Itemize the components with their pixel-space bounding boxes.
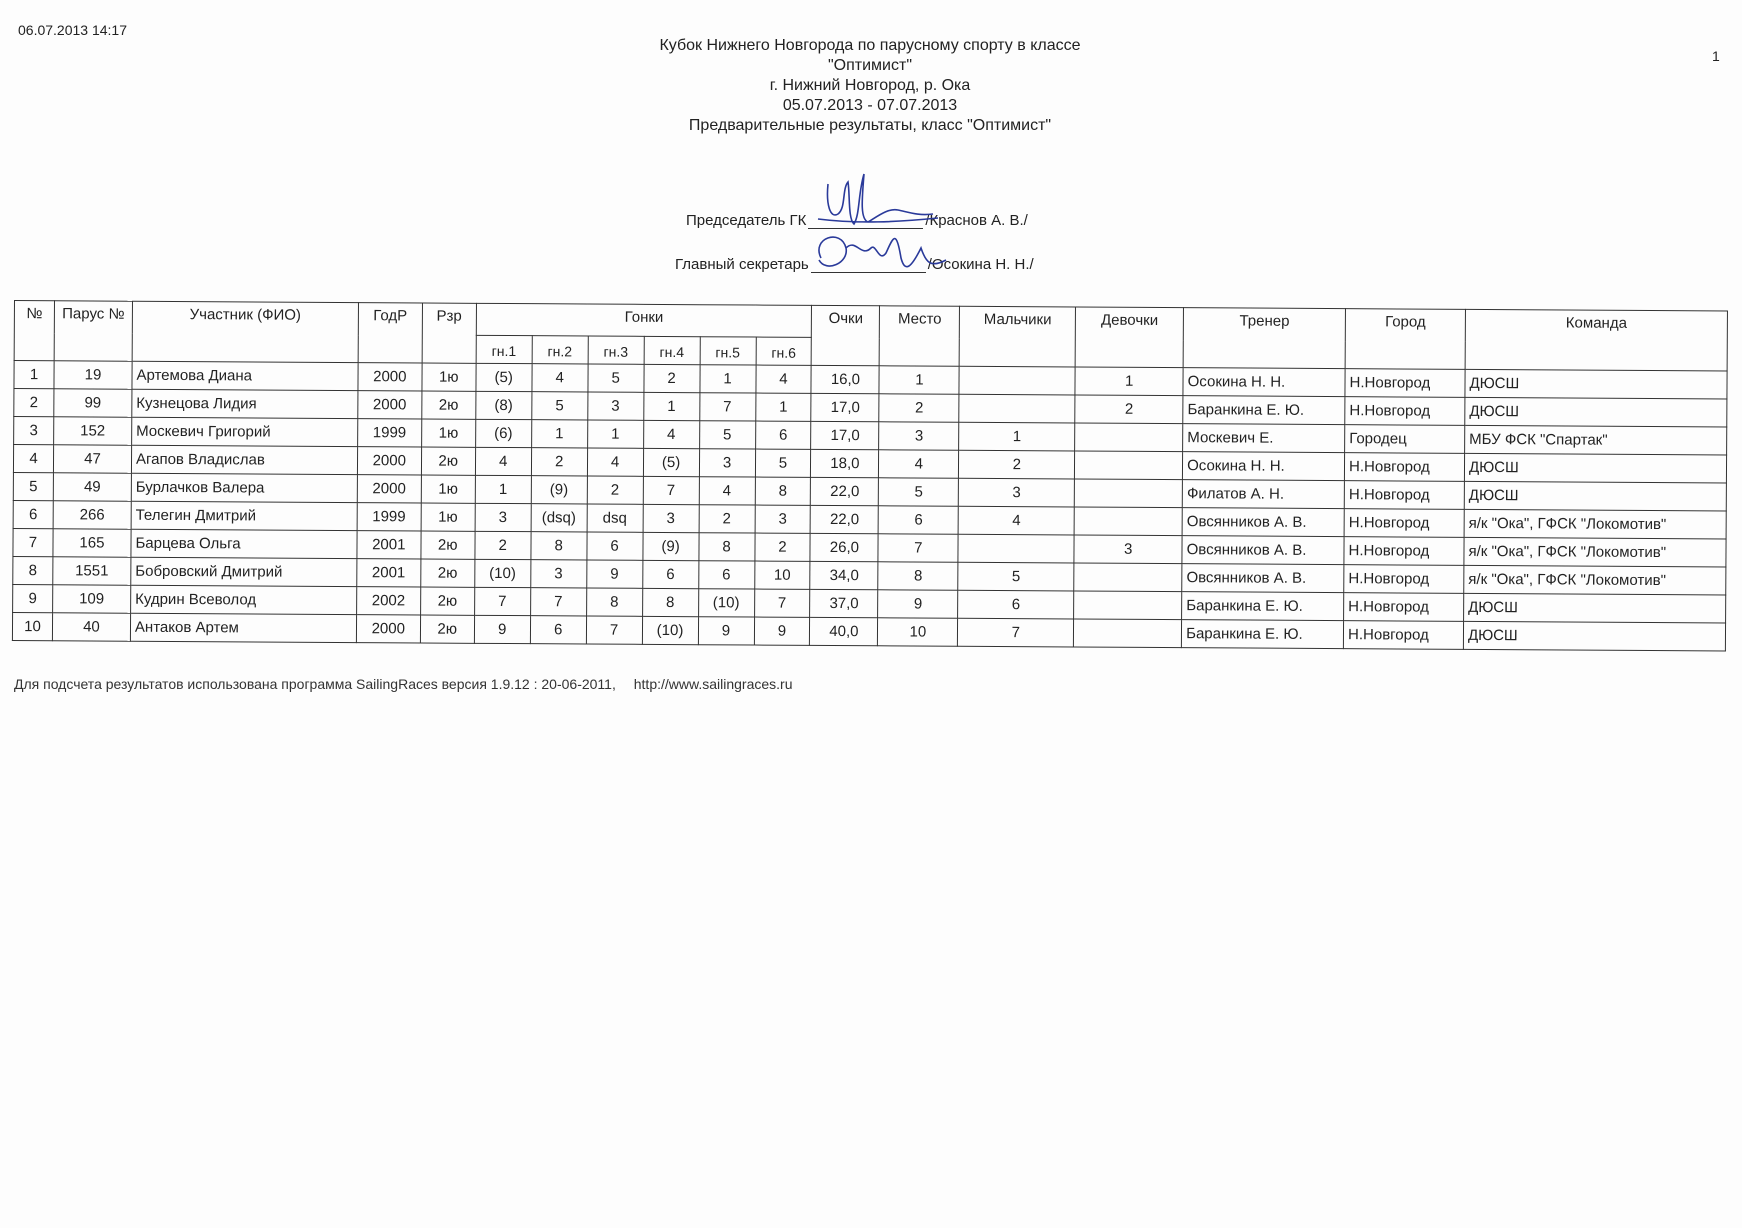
cell-place: 10 [878,618,958,646]
cell-race-5: 5 [699,421,755,449]
cell-race-2: 2 [531,448,587,476]
col-girls: Девочки [1075,307,1183,368]
cell-race-5: (10) [698,589,754,617]
cell-year: 2000 [357,447,421,475]
page-number: 1 [1712,48,1720,64]
cell-girls [1074,563,1182,592]
cell-race-3: 2 [587,476,643,504]
cell-race-5: 3 [699,449,755,477]
col-place: Место [880,306,960,366]
cell-race-1: 1 [475,475,531,503]
cell-coach: Баранкина Е. Ю. [1183,396,1345,425]
cell-race-1: 7 [474,587,530,615]
cell-sail: 99 [54,389,132,417]
cell-points: 26,0 [810,533,878,561]
cell-race-1: (5) [476,363,532,391]
cell-race-5: 7 [699,393,755,421]
cell-points: 34,0 [810,561,878,589]
cell-girls: 1 [1075,367,1183,396]
cell-city: Н.Новгород [1344,453,1464,482]
cell-race-6: 2 [754,533,810,561]
cell-race-1: 4 [475,447,531,475]
cell-team: ДЮСШ [1465,397,1727,427]
cell-sail: 19 [54,361,132,389]
cell-name: Бурлачков Валера [131,473,357,502]
cell-race-3: 7 [586,616,642,644]
cell-points: 16,0 [811,365,879,393]
cell-race-1: (6) [475,419,531,447]
cell-girls [1074,619,1182,648]
footer-url: http://www.sailingraces.ru [633,676,793,692]
cell-coach: Овсянников А. В. [1182,564,1344,593]
header-line: 05.07.2013 - 07.07.2013 [782,97,958,114]
cell-team: ДЮСШ [1465,369,1727,399]
cell-race-3: 3 [587,392,643,420]
secretary-label: Главный секретарь [675,256,809,273]
cell-rank: 1ю [421,475,475,503]
cell-place: 5 [879,478,959,506]
cell-race-5: 6 [698,561,754,589]
cell-place: 8 [878,562,958,590]
cell-race-2: 6 [530,616,586,644]
col-race-5: гн.5 [700,337,756,365]
cell-team: я/к "Ока", ГФСК "Локомотив" [1464,565,1726,595]
cell-num: 3 [14,417,54,445]
cell-city: Н.Новгород [1345,397,1465,426]
cell-rank: 1ю [421,419,475,447]
col-race-1: гн.1 [476,335,532,363]
cell-team: МБУ ФСК "Спартак" [1465,425,1727,455]
print-datetime: 06.07.2013 14:17 [18,22,127,38]
cell-points: 37,0 [810,589,878,617]
cell-race-6: 8 [755,477,811,505]
cell-race-5: 2 [699,505,755,533]
cell-rank: 2ю [421,559,475,587]
cell-year: 2000 [356,615,420,643]
cell-points: 22,0 [811,477,879,505]
cell-boys: 3 [959,478,1075,507]
cell-num: 1 [14,361,54,389]
secretary-signature-icon [801,218,951,288]
cell-team: ДЮСШ [1464,481,1726,511]
cell-place: 1 [879,366,959,394]
cell-race-6: 10 [754,561,810,589]
cell-points: 17,0 [811,421,879,449]
cell-race-2: 5 [531,392,587,420]
header-line: г. Нижний Новгород, р. Ока [769,77,971,94]
cell-sail: 47 [53,445,131,473]
cell-year: 2000 [357,475,421,503]
cell-sail: 49 [53,473,131,501]
cell-race-3: 8 [586,588,642,616]
cell-name: Артемова Диана [132,361,358,390]
col-race-2: гн.2 [532,336,588,364]
cell-boys: 5 [958,562,1074,591]
cell-race-1: 2 [475,531,531,559]
cell-race-4: 8 [642,588,698,616]
cell-girls [1075,423,1183,452]
col-num: № [14,301,54,361]
cell-race-6: 9 [754,617,810,645]
cell-place: 7 [878,534,958,562]
header-line: Кубок Нижнего Новгорода по парусному спорту в классе [659,37,1081,54]
cell-name: Кудрин Всеволод [131,585,357,614]
cell-race-3: 5 [588,364,644,392]
col-race-6: гн.6 [756,337,812,365]
cell-boys [959,394,1075,423]
cell-rank: 1ю [422,363,476,391]
cell-race-3: dsq [587,504,643,532]
cell-place: 2 [879,394,959,422]
cell-coach: Филатов А. Н. [1182,480,1344,509]
cell-city: Н.Новгород [1344,537,1464,566]
col-boys: Мальчики [959,306,1075,367]
col-name: Участник (ФИО) [132,301,358,362]
cell-race-4: 4 [643,420,699,448]
cell-rank: 2ю [420,615,474,643]
secretary-signature-line [811,258,926,273]
cell-race-2: (dsq) [531,504,587,532]
cell-city: Н.Новгород [1344,593,1464,622]
cell-race-6: 5 [755,449,811,477]
cell-city: Н.Новгород [1344,509,1464,538]
cell-year: 2002 [356,587,420,615]
cell-race-1: (8) [475,391,531,419]
cell-race-2: 8 [531,532,587,560]
cell-rank: 2ю [421,531,475,559]
cell-points: 18,0 [811,449,879,477]
col-race-4: гн.4 [644,336,700,364]
chairman-label: Председатель ГК [686,212,807,229]
document-header [560,36,1180,136]
col-sail: Парус № [54,301,132,361]
cell-sail: 109 [53,585,131,613]
cell-sail: 40 [52,613,130,641]
secretary-signature-block [675,256,1034,273]
cell-place: 6 [878,506,958,534]
cell-team: ДЮСШ [1464,453,1726,483]
cell-city: Н.Новгород [1344,565,1464,594]
cell-num: 8 [13,556,53,584]
cell-race-1: 3 [475,503,531,531]
cell-team: я/к "Ока", ГФСК "Локомотив" [1464,537,1726,567]
cell-race-2: 7 [530,588,586,616]
cell-points: 22,0 [811,505,879,533]
cell-sail: 152 [54,417,132,445]
cell-girls [1074,591,1182,620]
cell-girls: 3 [1074,535,1182,564]
col-races: Гонки [476,303,812,337]
cell-race-4: 7 [643,476,699,504]
cell-boys: 1 [959,422,1075,451]
cell-boys [959,366,1075,395]
footer-program: Для подсчета результатов использована программа SailingRaces версия 1.9.12 : 20-06-2011, [14,676,616,692]
cell-name: Кузнецова Лидия [132,389,358,418]
cell-race-4: 6 [642,560,698,588]
footer-note [14,676,792,692]
cell-race-4: (10) [642,616,698,644]
cell-sail: 266 [53,501,131,529]
cell-race-6: 4 [755,365,811,393]
col-points: Очки [812,305,880,365]
cell-boys: 4 [958,506,1074,535]
cell-rank: 2ю [422,391,476,419]
col-team: Команда [1465,309,1727,371]
cell-name: Барцева Ольга [131,529,357,558]
cell-name: Москевич Григорий [132,417,358,446]
cell-place: 3 [879,422,959,450]
cell-coach: Овсянников А. В. [1182,536,1344,565]
cell-team: ДЮСШ [1463,621,1725,651]
cell-race-4: 2 [644,364,700,392]
cell-coach: Баранкина Е. Ю. [1182,620,1344,649]
col-rank: Рзр [422,303,476,363]
cell-rank: 1ю [421,503,475,531]
cell-sail: 165 [53,529,131,557]
cell-city: Городец [1345,425,1465,454]
cell-city: Н.Новгород [1344,481,1464,510]
header-line: "Оптимист" [828,57,912,74]
cell-name: Телегин Дмитрий [131,501,357,530]
cell-coach: Москевич Е. [1183,424,1345,453]
cell-num: 6 [13,500,53,528]
cell-coach: Овсянников А. В. [1182,508,1344,537]
cell-race-5: 8 [698,533,754,561]
cell-name: Бобровский Дмитрий [131,557,357,586]
cell-race-3: 6 [587,532,643,560]
cell-race-4: 1 [643,392,699,420]
cell-race-6: 7 [754,589,810,617]
results-table [12,300,1728,651]
cell-race-5: 4 [699,477,755,505]
cell-race-2: 1 [531,420,587,448]
col-year: ГодР [358,303,422,363]
col-city: Город [1345,309,1465,370]
cell-points: 17,0 [811,393,879,421]
cell-coach: Баранкина Е. Ю. [1182,592,1344,621]
cell-girls [1074,507,1182,536]
cell-team: я/к "Ока", ГФСК "Локомотив" [1464,509,1726,539]
cell-rank: 2ю [421,447,475,475]
cell-race-3: 4 [587,448,643,476]
cell-race-6: 6 [755,421,811,449]
table-header-row [14,301,1727,343]
cell-race-1: 9 [474,615,530,643]
cell-year: 1999 [357,419,421,447]
cell-year: 1999 [357,503,421,531]
cell-race-2: 3 [530,560,586,588]
cell-place: 9 [878,590,958,618]
cell-team: ДЮСШ [1464,593,1726,623]
cell-year: 2000 [358,391,422,419]
cell-sail: 1551 [53,557,131,585]
cell-race-2: 4 [532,364,588,392]
header-line: Предварительные результаты, класс "Оптимист" [688,117,1052,134]
cell-name: Антаков Артем [130,613,356,642]
cell-race-4: 3 [643,504,699,532]
cell-year: 2001 [357,531,421,559]
cell-rank: 2ю [420,587,474,615]
cell-race-4: (5) [643,448,699,476]
cell-boys [958,534,1074,563]
cell-race-5: 1 [699,365,755,393]
cell-name: Агапов Владислав [131,445,357,474]
cell-num: 7 [13,528,53,556]
secretary-name: /Осокина Н. Н./ [927,256,1034,273]
cell-girls: 2 [1075,395,1183,424]
cell-boys: 2 [959,450,1075,479]
cell-points: 40,0 [810,617,878,645]
cell-race-4: (9) [643,532,699,560]
cell-race-6: 3 [755,505,811,533]
cell-city: Н.Новгород [1343,621,1463,650]
col-coach: Тренер [1183,308,1345,369]
cell-num: 9 [13,584,53,612]
cell-num: 10 [12,612,52,640]
cell-place: 4 [879,450,959,478]
cell-race-3: 9 [586,560,642,588]
cell-girls [1074,479,1182,508]
cell-num: 5 [13,472,53,500]
cell-girls [1075,451,1183,480]
cell-year: 2001 [357,559,421,587]
cell-race-2: (9) [531,476,587,504]
cell-num: 2 [14,389,54,417]
col-race-3: гн.3 [588,336,644,364]
cell-race-3: 1 [587,420,643,448]
cell-race-6: 1 [755,393,811,421]
cell-race-5: 9 [698,617,754,645]
cell-num: 4 [13,445,53,473]
cell-year: 2000 [358,363,422,391]
chairman-name: /Краснов А. В./ [925,212,1028,229]
cell-race-1: (10) [474,559,530,587]
cell-boys: 6 [958,590,1074,619]
cell-city: Н.Новгород [1345,369,1465,398]
cell-coach: Осокина Н. Н. [1183,368,1345,397]
cell-coach: Осокина Н. Н. [1183,452,1345,481]
cell-boys: 7 [958,618,1074,647]
